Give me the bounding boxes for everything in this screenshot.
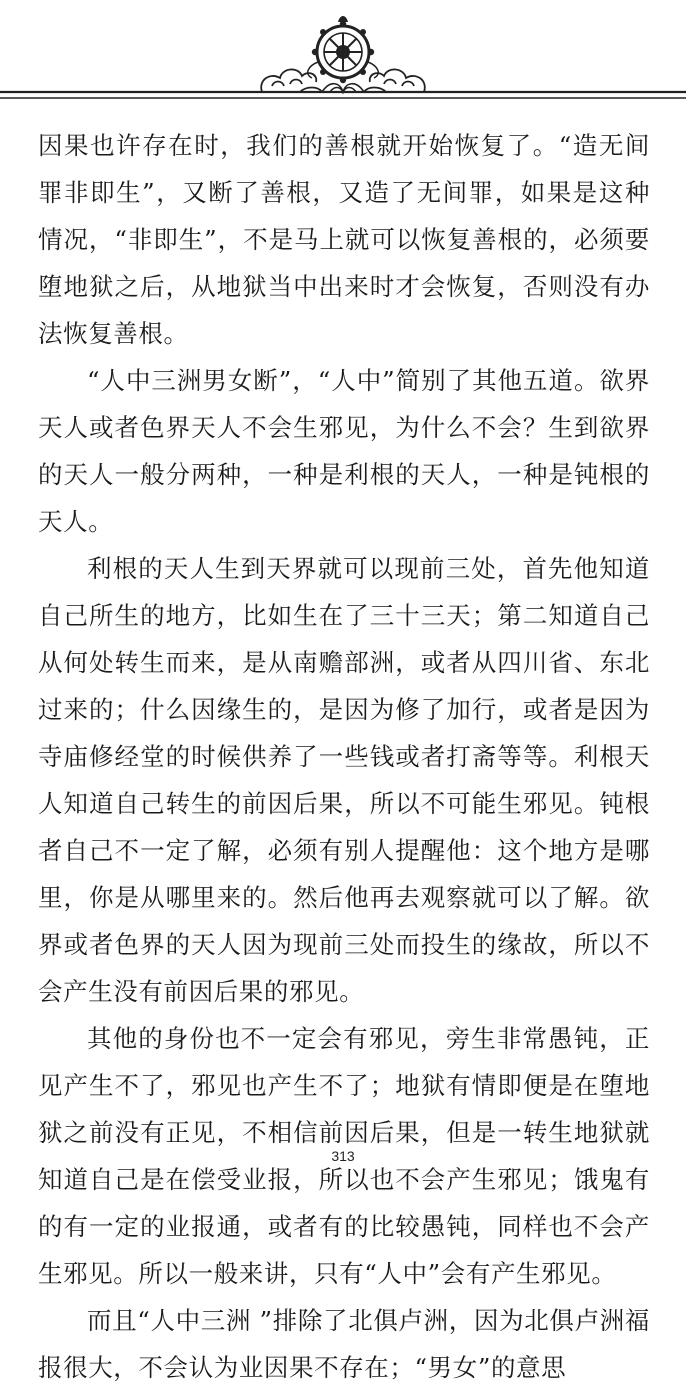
paragraph: 而且“人中三洲 ”排除了北俱卢洲，因为北俱卢洲福报很大，不会认为业因果不存在；“男女”的意思 [38,1306,650,1382]
paragraph: 利根的天人生到天界就可以现前三处，首先他知道自己所生的地方，比如生在了三十三天；第二知道自己从何处转生而来，是从南赡部洲，或者从四川省、东北过来的；什么因缘生的，是因为修了加行，或者是因为寺庙修经堂的时候供养了一些钱或者打斋等等。利根天人知道自己转生的前因后果，所以不可能生邪见。钝根者自己不一定了解，必须有别人提醒他：这个地方是哪里，你是从哪里来的。然后他再去观察就可以了解。欲界或者色界的天人因为现前三处而投生的缘故，所以不会产生没有前因后果的邪见。 [38,554,650,1006]
lotus-base-icon [322,84,364,92]
dharma-wheel-icon [308,16,379,83]
paragraph: 其他的身份也不一定会有邪见，旁生非常愚钝，正见产生不了，邪见也产生不了；地狱有情即便是在堕地狱之前没有正见，不相信前因后果，但是一转生地狱就知道自己是在偿受业报，所以也不会产生邪见；饿鬼有的有一定的业报通，或者有的比较愚钝，同样也不会产生邪见。所以一般来讲，只有“人中”会有产生邪见。 [38,1024,650,1288]
page-header [0,0,686,110]
page-body [38,122,650,1391]
right-cloud-ornament-icon [364,69,425,92]
dharma-wheel-emblem [0,0,686,110]
page-number: 313 [331,1148,355,1164]
paragraph: “人中三洲男女断”，“人中”简别了其他五道。欲界天人或者色界天人不会生邪见，为什么不会？生到欲界的天人一般分两种，一种是利根的天人，一种是钝根的天人。 [38,366,650,536]
paragraph: 因果也许存在时，我们的善根就开始恢复了。“造无间罪非即生”，又断了善根，又造了无间罪，如果是这种情况，“非即生”，不是马上就可以恢复善根的，必须要堕地狱之后，从地狱当中出来时才会恢复，否则没有办法恢复善根。 [38,131,650,348]
left-cloud-ornament-icon [261,69,322,92]
